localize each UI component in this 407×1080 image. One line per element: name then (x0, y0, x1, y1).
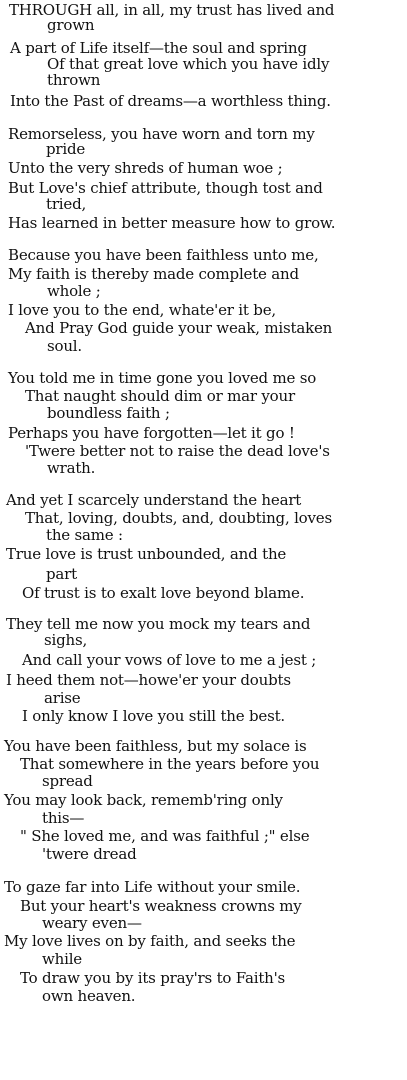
poem-line: spread (42, 772, 93, 790)
poem-line: I only know I love you still the best. (22, 707, 285, 725)
poem-line: thrown (47, 71, 101, 89)
poem-line: But your heart's weakness crowns my (20, 897, 302, 915)
poem-line: " She loved me, and was faithful ;" else (20, 827, 310, 845)
poem-line: Because you have been faithless unto me, (8, 246, 319, 264)
poem-line: But Love's chief attribute, though tost and (8, 179, 323, 197)
poem-line: And yet I scarcely understand the heart (6, 491, 302, 509)
poem-line: pride (46, 140, 86, 158)
poem-line: THROUGH all, in all, my trust has lived and (9, 1, 335, 19)
poem-line: My faith is thereby made complete and (8, 265, 299, 283)
poem-line: Into the Past of dreams—a worthless thing. (10, 92, 331, 110)
poem-line: To gaze far into Life without your smile. (4, 878, 301, 896)
poem-line: part (46, 565, 77, 583)
poem-line: To draw you by its pray'rs to Faith's (20, 969, 286, 987)
poem-line: 'Twere better not to raise the dead love's (25, 442, 330, 460)
poem-line: wrath. (47, 459, 96, 477)
poem-line: soul. (47, 337, 82, 355)
poem-line: Remorseless, you have worn and torn my (8, 125, 315, 143)
poem-line: And call your vows of love to me a jest ; (22, 651, 317, 669)
poem-line: weary even— (42, 914, 142, 932)
poem-line: A part of Life itself—the soul and spring (10, 39, 307, 57)
poem-line: arise (44, 689, 81, 707)
poem-line: this— (42, 809, 85, 827)
poem-line: I love you to the end, whate'er it be, (8, 301, 276, 319)
poem-line: You may look back, rememb'ring only (4, 791, 283, 809)
poem-line: That, loving, doubts, and, doubting, loves (25, 509, 332, 527)
poem-line: They tell me now you mock my tears and (6, 615, 311, 633)
poem-line: sighs, (44, 631, 88, 649)
poem-line: 'twere dread (42, 845, 137, 863)
poem-line: That naught should dim or mar your (25, 387, 295, 405)
poem-line: the same : (46, 526, 123, 544)
poem-line: grown (47, 16, 95, 34)
poem-line: That somewhere in the years before you (20, 755, 320, 773)
poem-line: Of that great love which you have idly (47, 55, 330, 73)
poem-line: Unto the very shreds of human woe ; (8, 159, 283, 177)
poem-line: whole ; (47, 282, 101, 300)
poem-line: You told me in time gone you loved me so (8, 369, 317, 387)
poem-line: while (42, 950, 82, 968)
poem-line: True love is trust unbounded, and the (6, 545, 287, 563)
poem-line: own heaven. (42, 987, 136, 1005)
poem-line: My love lives on by faith, and seeks the (4, 932, 296, 950)
poem-line: tried, (46, 195, 87, 213)
poem-line: boundless faith ; (47, 404, 170, 422)
poem-line: Has learned in better measure how to grow. (8, 214, 336, 232)
poem-line: Perhaps you have forgotten—let it go ! (8, 424, 295, 442)
poem-line: Of trust is to exalt love beyond blame. (22, 584, 305, 602)
poem-line: I heed them not—howe'er your doubts (6, 671, 291, 689)
poem-line: You have been faithless, but my solace is (4, 737, 307, 755)
poem-line: And Pray God guide your weak, mistaken (25, 319, 333, 337)
